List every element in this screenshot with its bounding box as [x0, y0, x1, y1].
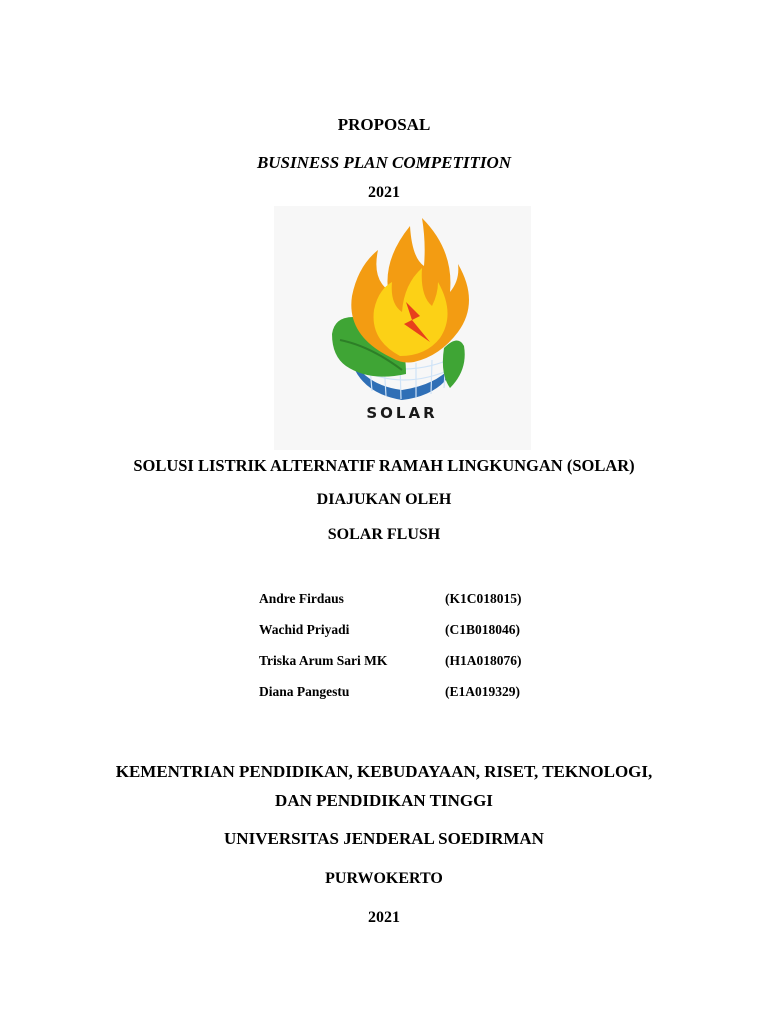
- city-name: PURWOKERTO: [325, 870, 443, 887]
- competition-name: BUSINESS PLAN COMPETITION: [256, 153, 512, 172]
- list-item: [259, 622, 559, 653]
- member-name: Wachid Priyadi: [259, 622, 350, 637]
- member-name: Diana Pangestu: [259, 684, 350, 699]
- logo-text: SOLAR: [366, 404, 438, 422]
- solar-logo: [274, 206, 531, 450]
- member-nim: (E1A019329): [445, 684, 520, 699]
- list-item: [259, 653, 559, 684]
- member-nim: (H1A018076): [445, 653, 522, 668]
- right-leaf: [443, 340, 465, 388]
- member-nim: (C1B018046): [445, 622, 520, 637]
- member-list: [259, 591, 559, 715]
- proposal-title: SOLUSI LISTRIK ALTERNATIF RAMAH LINGKUNGAN (SOLAR): [133, 456, 635, 475]
- document-type: PROPOSAL: [337, 115, 431, 134]
- member-name: Andre Firdaus: [259, 591, 344, 606]
- university-name: UNIVERSITAS JENDERAL SOEDIRMAN: [224, 829, 544, 848]
- footer-year: 2021: [368, 909, 400, 926]
- solar-flame-leaf-globe-icon: [274, 206, 531, 450]
- list-item: [259, 591, 559, 622]
- ministry-line-2: DAN PENDIDIKAN TINGGI: [275, 791, 493, 810]
- list-item: [259, 684, 559, 715]
- member-nim: (K1C018015): [445, 591, 522, 606]
- submitted-by-label: DIAJUKAN OLEH: [316, 491, 452, 508]
- team-name: SOLAR FLUSH: [327, 526, 441, 543]
- ministry-line-1: KEMENTRIAN PENDIDIKAN, KEBUDAYAAN, RISET, TEKNOLOGI,: [115, 762, 653, 781]
- member-name: Triska Arum Sari MK: [259, 653, 388, 668]
- competition-year: 2021: [368, 184, 400, 201]
